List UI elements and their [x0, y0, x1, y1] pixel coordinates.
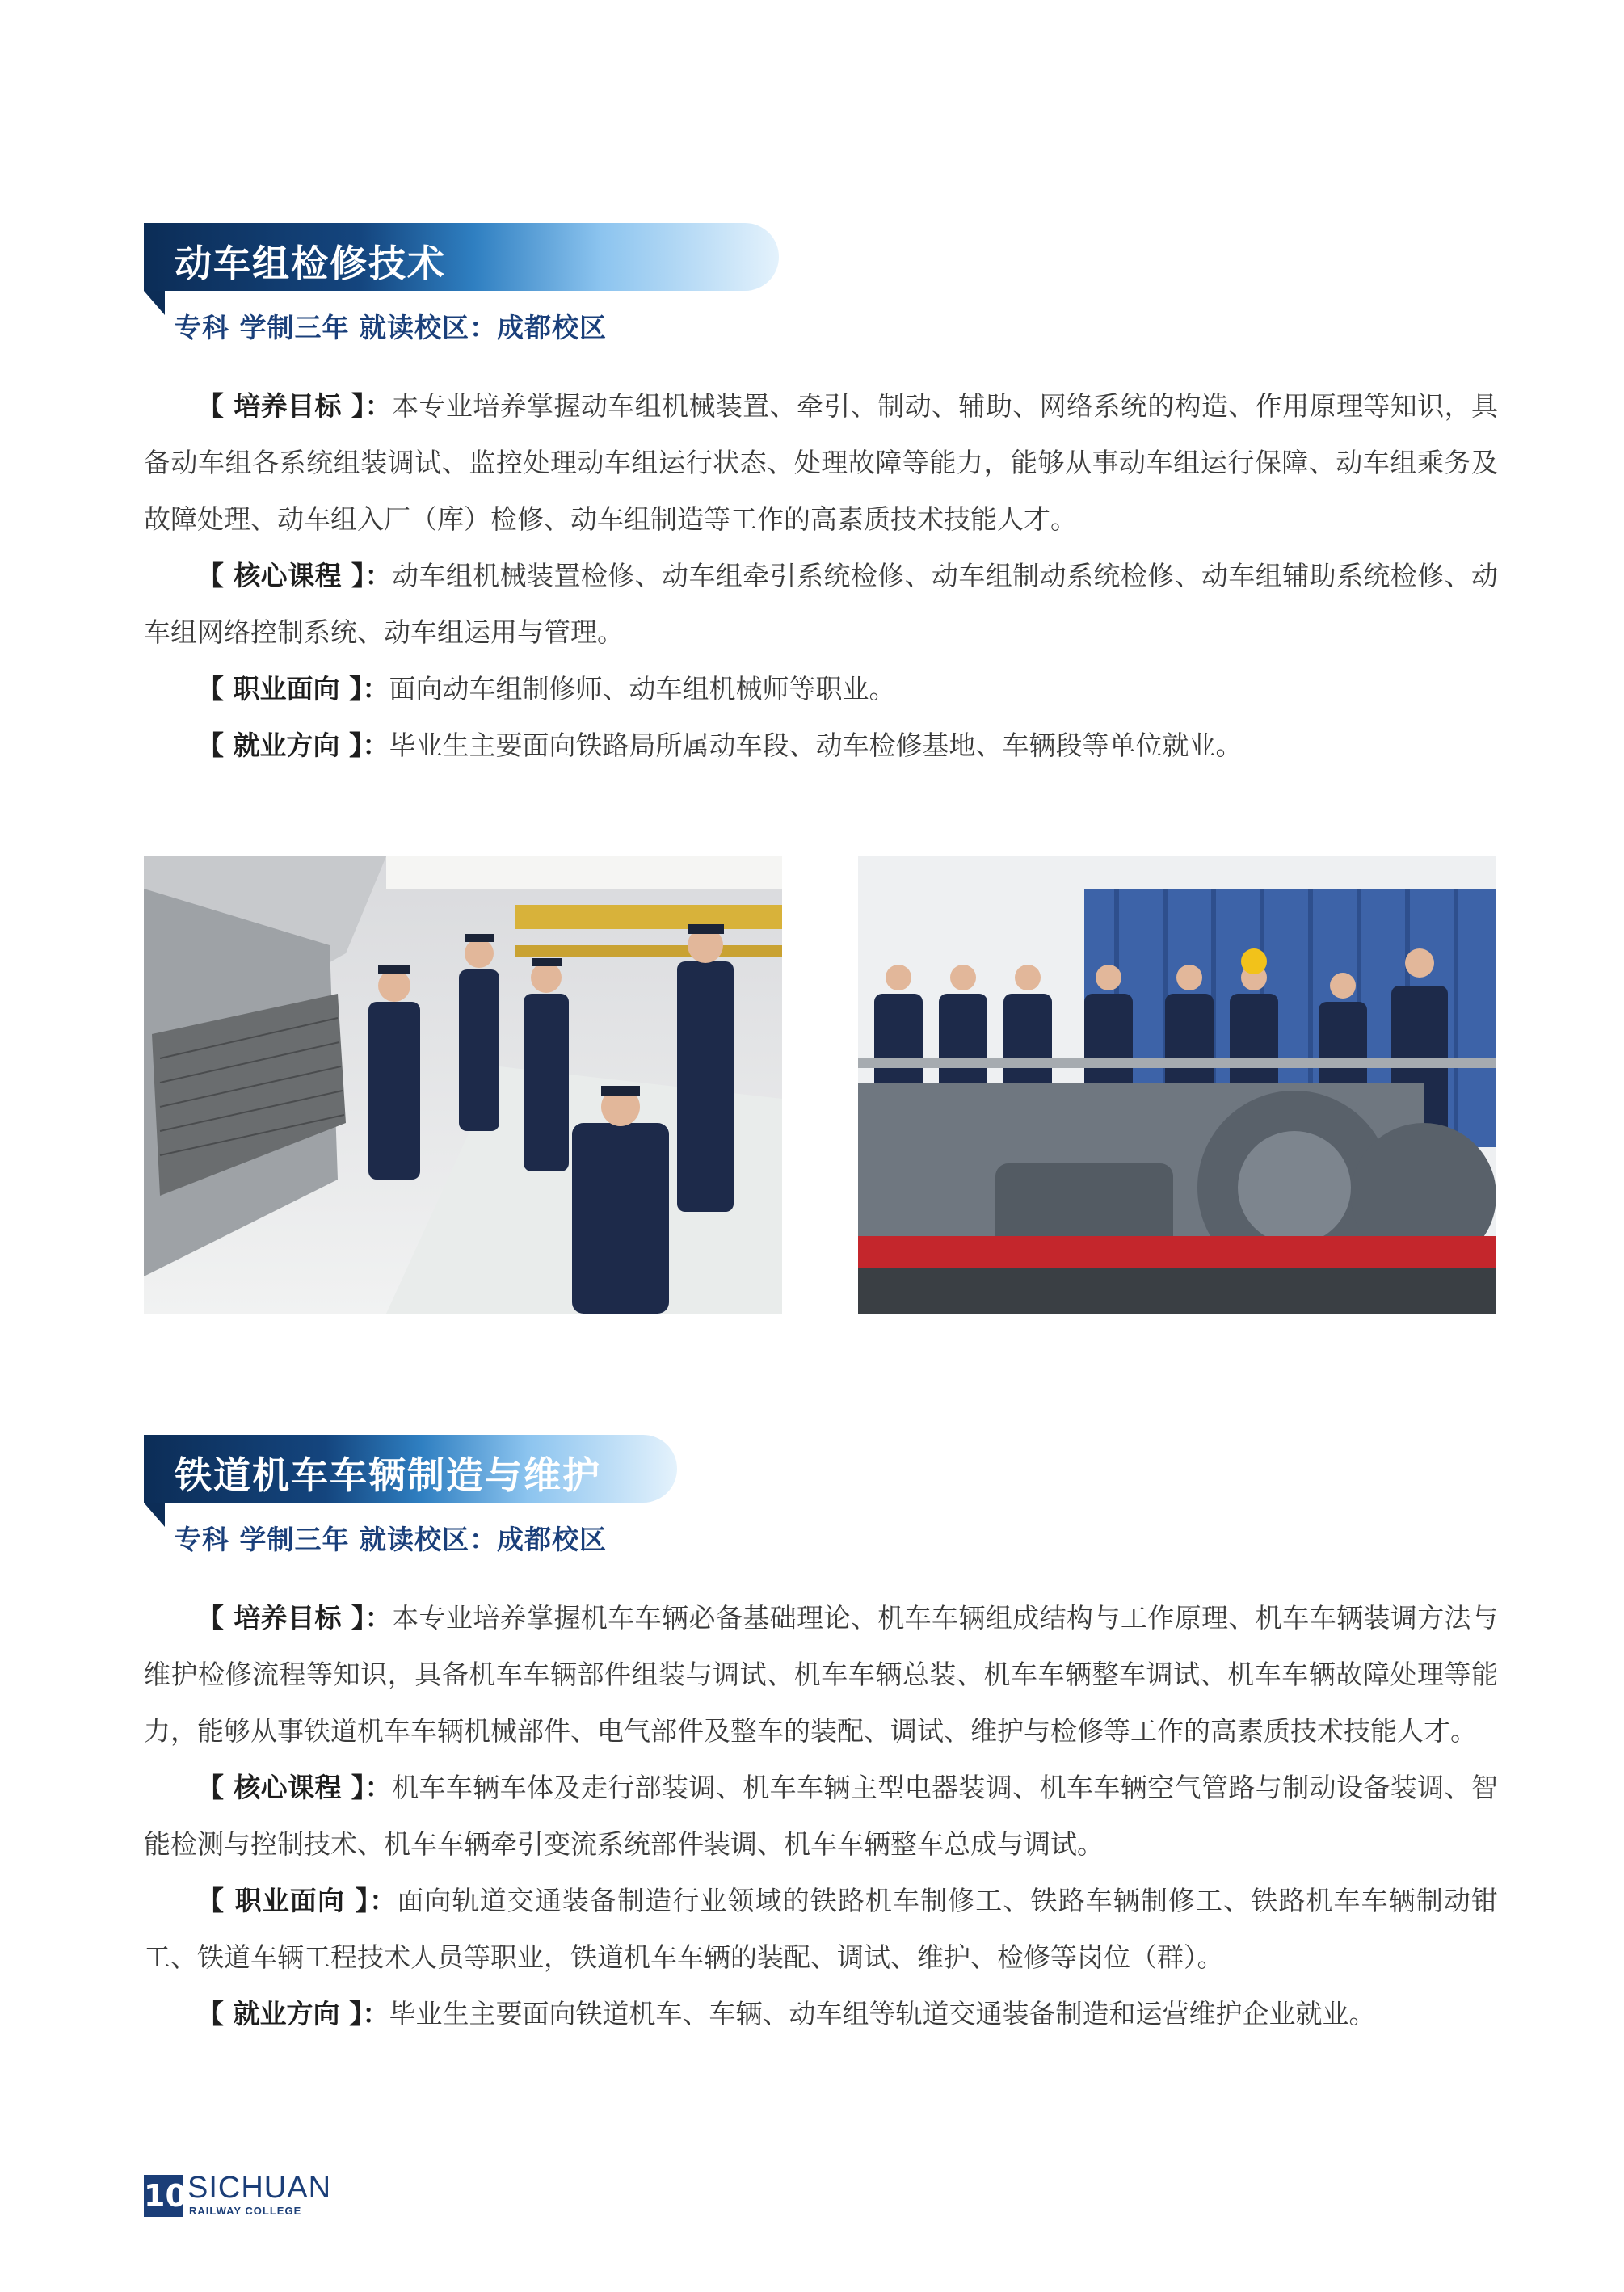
paragraph-career: [144, 1873, 1498, 1986]
paragraph-label: 【 培养目标 】：: [197, 390, 393, 422]
paragraph-career: [144, 661, 1498, 717]
paragraph-label: 【 职业面向 】：: [197, 673, 389, 704]
section-body-2: [144, 1590, 1498, 2042]
paragraph-label: 【 核心课程 】：: [197, 560, 393, 591]
paragraph-text: 毕业生主要面向铁路局所属动车段、动车检修基地、车辆段等单位就业。: [389, 730, 1243, 761]
photo-emu-inspection: [144, 856, 782, 1314]
paragraph-text: 机车车辆车体及走行部装调、机车车辆主型电器装调、机车车辆空气管路与制动设备装调、智能检测与控制技术、机车车辆牵引变流系统部件装调、机车车辆整车总成与调试。: [144, 1772, 1498, 1860]
banner-tail: [144, 291, 165, 315]
paragraph-goal: [144, 378, 1498, 548]
section-title: 铁道机车车辆制造与维护: [175, 1453, 601, 1497]
college-logo-name: SICHUAN: [187, 2171, 332, 2205]
paragraph-text: 本专业培养掌握动车组机械装置、牵引、制动、辅助、网络系统的构造、作用原理等知识，具备动车组各系统组装调试、监控处理动车组运行状态、处理故障等能力，能够从事动车组运行保障、动车组乘务及故障处理、动车组入厂（库）检修、动车组制造等工作的高素质技术技能人才。: [144, 390, 1498, 535]
section-subtitle: 专科 学制三年 就读校区：成都校区: [175, 312, 607, 343]
paragraph-text: 面向轨道交通装备制造行业领域的铁路机车制修工、铁路车辆制修工、铁路机车车辆制动钳工、铁道车辆工程技术人员等职业，铁道机车车辆的装配、调试、维护、检修等岗位（群）。: [144, 1885, 1498, 1973]
section-title: 动车组检修技术: [175, 242, 446, 285]
paragraph-label: 【 就业方向 】：: [197, 1998, 389, 2029]
paragraph-text: 动车组机械装置检修、动车组牵引系统检修、动车组制动系统检修、动车组辅助系统检修、动车组网络控制系统、动车组运用与管理。: [144, 560, 1498, 648]
college-logo-subtitle: RAILWAY COLLEGE: [189, 2205, 302, 2217]
section-body-1: [144, 378, 1498, 774]
paragraph-courses: [144, 548, 1498, 661]
section-subtitle: 专科 学制三年 就读校区：成都校区: [175, 1524, 607, 1555]
paragraph-goal: [144, 1590, 1498, 1760]
paragraph-text: 毕业生主要面向铁道机车、车辆、动车组等轨道交通装备制造和运营维护企业就业。: [389, 1998, 1376, 2029]
banner-tail: [144, 1503, 165, 1527]
paragraph-employment: [144, 717, 1498, 774]
paragraph-label: 【 培养目标 】：: [197, 1602, 393, 1634]
paragraph-label: 【 职业面向 】：: [197, 1885, 398, 1916]
section-banner-1: [144, 223, 779, 291]
paragraph-text: 面向动车组制修师、动车组机械师等职业。: [389, 673, 896, 704]
paragraph-label: 【 核心课程 】：: [197, 1772, 393, 1803]
paragraph-label: 【 就业方向 】：: [197, 730, 389, 761]
paragraph-employment: [144, 1986, 1498, 2042]
paragraph-text: 本专业培养掌握机车车辆必备基础理论、机车车辆组成结构与工作原理、机车车辆装调方法与维护检修流程等知识，具备机车车辆部件组装与调试、机车车辆总装、机车车辆整车调试、机车车辆故障处理等能力，能够从事铁道机车车辆机械部件、电气部件及整车的装配、调试、维护与检修等工作的高素质技术技能人才。: [144, 1602, 1498, 1747]
page-number: 10: [144, 2175, 183, 2217]
paragraph-courses: [144, 1760, 1498, 1873]
photo-bogie-training: [858, 856, 1496, 1314]
section-banner-2: [144, 1435, 677, 1503]
